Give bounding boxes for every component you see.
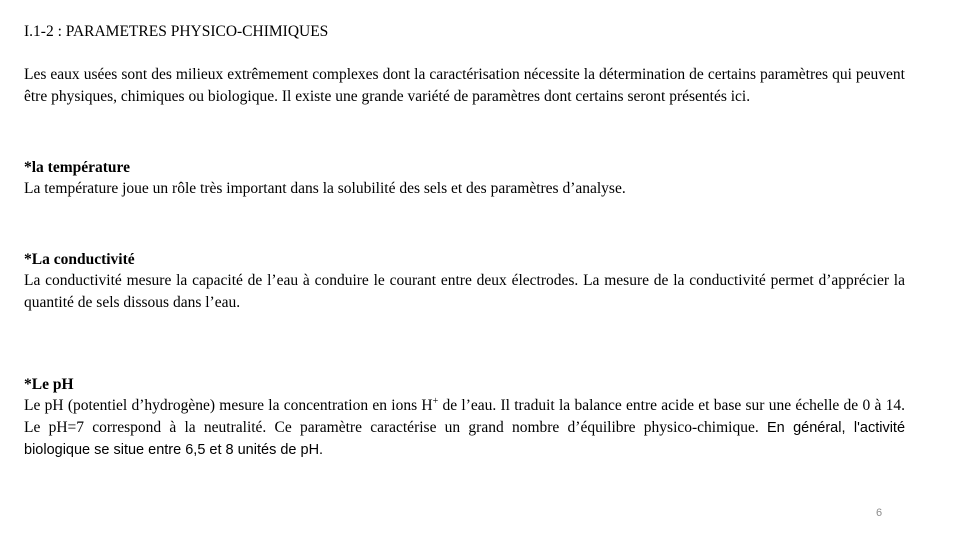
conductivity-paragraph: La conductivité mesure la capacité de l’eau à conduire le courant entre deux électrodes. La mesure de la conductivité permet d’apprécier la quantité de sels dissous dans l’eau. [24,272,905,311]
ph-text-tail: En général, l'activité biologique se situe entre 6,5 et 8 unités de pH. [24,420,906,458]
ph-paragraph [24,395,905,461]
ion-charge: + [432,396,439,407]
ph-text-after-ion: de l’eau. Il traduit la balance entre acide et base sur une échelle de 0 à 14. Le pH=7 correspond à la neutralité. Ce paramètre caractérise un grand nombre d’équilibre physico-chimique. [24,397,905,436]
intro-paragraph: Les eaux usées sont des milieux extrêmement complexes dont la caractérisation nécessite la détermination de certains paramètres qui peuvent être physiques, chimiques ou biologique. Il existe une grande variété de paramètres dont certains seront présentés ici. [24,66,905,105]
slide [24,0,905,540]
conductivity-heading: *La conductivité [24,251,135,268]
ph-text-before-ion: Le pH (potentiel d’hydrogène) mesure la concentration en ions H [24,397,433,414]
temperature-paragraph: La température joue un rôle très important dans la solubilité des sels et des paramètres d’analyse. [24,180,626,197]
ph-heading: *Le pH [24,376,74,393]
page-number: 6 [876,507,883,519]
temperature-heading: *la température [24,159,131,176]
section-title: I.1-2 : PARAMETRES PHYSICO-CHIMIQUES [24,23,329,40]
